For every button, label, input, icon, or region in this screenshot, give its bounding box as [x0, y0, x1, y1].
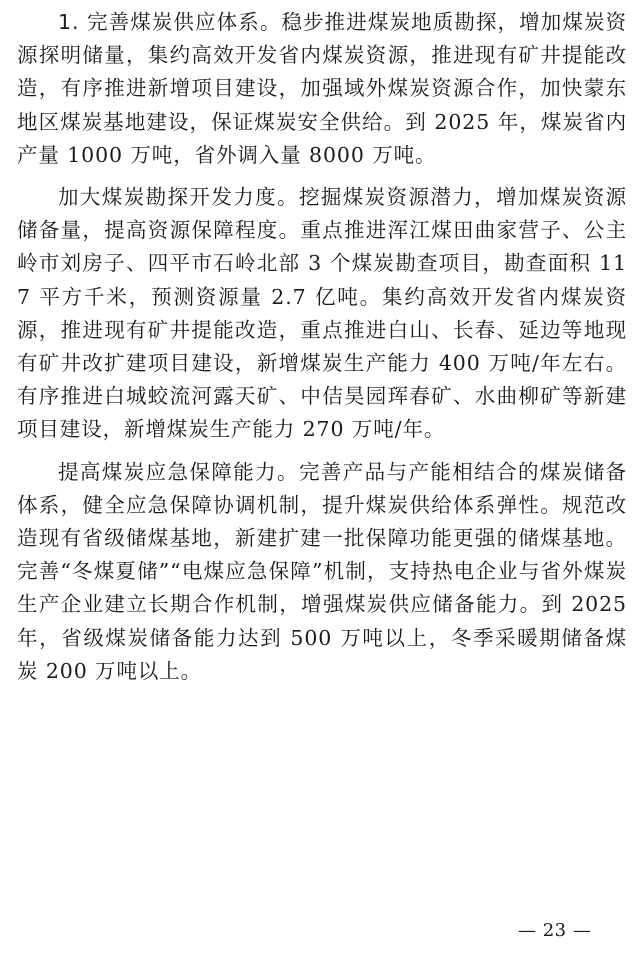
document-body: [17, 6, 627, 688]
paragraph-coal-emergency-reserve: [17, 456, 627, 688]
paragraph-coal-supply-system: [17, 6, 627, 172]
page-number: — 23 —: [518, 920, 592, 941]
paragraph-text: 提高煤炭应急保障能力。完善产品与产能相结合的煤炭储备体系，健全应急保障协调机制，提升煤炭供给体系弹性。规范改造现有省级储煤基地，新建扩建一批保障功能更强的储煤基地。完善“冬煤夏储”“电煤应急保障”机制，支持热电企业与省外煤炭生产企业建立长期合作机制，增强煤炭供应储备能力。到 2025 年，省级煤炭储备能力达到 500 万吨以上，冬季采暖期储备煤炭 200 万吨以上。: [17, 459, 627, 683]
paragraph-coal-exploration: [17, 181, 627, 447]
section-heading: 1. 完善煤炭供应体系。: [58, 10, 282, 34]
paragraph-text: 加大煤炭勘探开发力度。挖掘煤炭资源潜力，增加煤炭资源储备量，提高资源保障程度。重点推进浑江煤田曲家营子、公主岭市刘房子、四平市石岭北部 3 个煤炭勘查项目，勘查面积 117 平方千米，预测资源量 2.7 亿吨。集约高效开发省内煤炭资源，推进现有矿井提能改造，重点推进白山、长春、延边等地现有矿井改扩建项目建设，新增煤炭生产能力 400 万吨/年左右。有序推进白城蛟流河露天矿、中佶昊园珲春矿、水曲柳矿等新建项目建设，新增煤炭生产能力 270 万吨/年。: [17, 185, 627, 442]
paragraph-text: 稳步推进煤炭地质勘探，增加煤炭资源探明储量，集约高效开发省内煤炭资源，推进现有矿井提能改造，有序推进新增项目建设，加强域外煤炭资源合作，加快蒙东地区煤炭基地建设，保证煤炭安全供给。到 2025 年，煤炭省内产量 1000 万吨，省外调入量 8000 万吨。: [17, 10, 627, 167]
